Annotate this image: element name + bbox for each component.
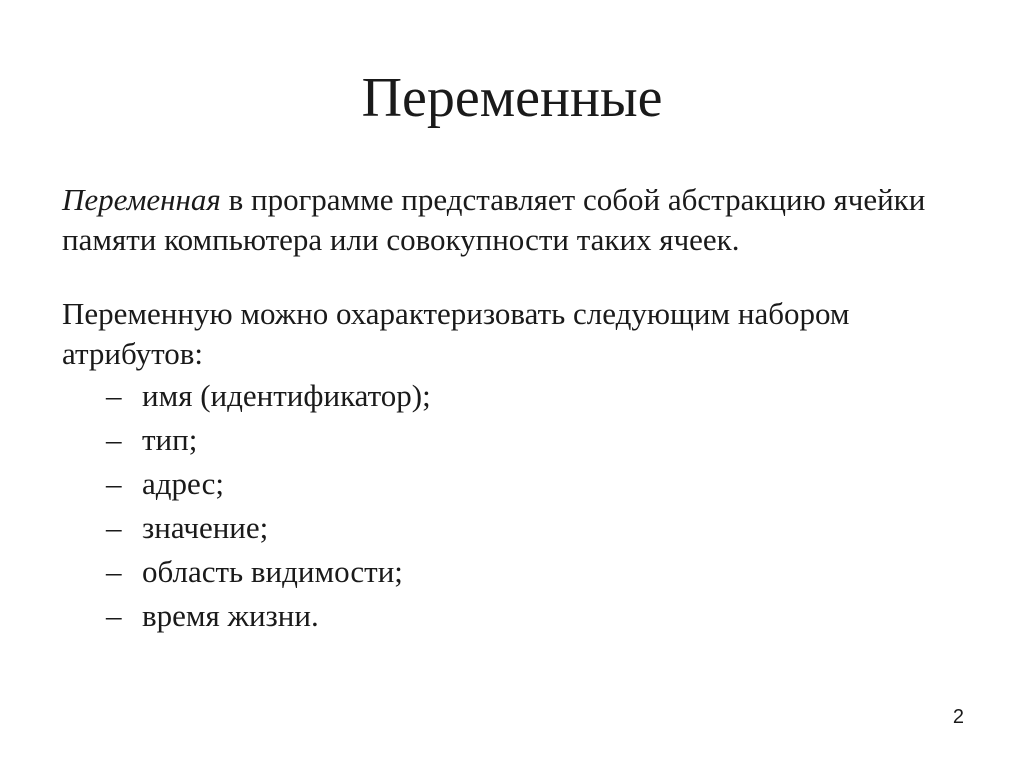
dash-marker: –: [106, 554, 122, 589]
slide-body: [62, 180, 962, 640]
list-item-text: адрес;: [142, 466, 224, 501]
list-item-text: значение;: [142, 510, 269, 545]
dash-marker: –: [106, 598, 122, 633]
list-item: [106, 552, 962, 592]
attributes-intro: Переменную можно охарактеризовать следующим набором атрибутов:: [62, 296, 850, 371]
list-item-text: время жизни.: [142, 598, 319, 633]
list-item-text: область видимости;: [142, 554, 403, 589]
attribute-list: [62, 376, 962, 636]
definition-paragraph: [62, 180, 962, 260]
list-item-text: имя (идентификатор);: [142, 378, 431, 413]
list-item: [106, 464, 962, 504]
list-item-text: тип;: [142, 422, 198, 457]
dash-marker: –: [106, 466, 122, 501]
list-item: [106, 420, 962, 460]
slide-title: Переменные: [361, 67, 663, 129]
list-item: [106, 376, 962, 416]
definition-text: в программе представляет собой абстракцию ячейки памяти компьютера или совокупности таких ячеек.: [62, 182, 926, 257]
dash-marker: –: [106, 378, 122, 413]
list-item: [106, 596, 962, 636]
dash-marker: –: [106, 510, 122, 545]
list-item: [106, 508, 962, 548]
page-number: 2: [952, 706, 964, 728]
dash-marker: –: [106, 422, 122, 457]
defined-term: Переменная: [62, 182, 221, 217]
